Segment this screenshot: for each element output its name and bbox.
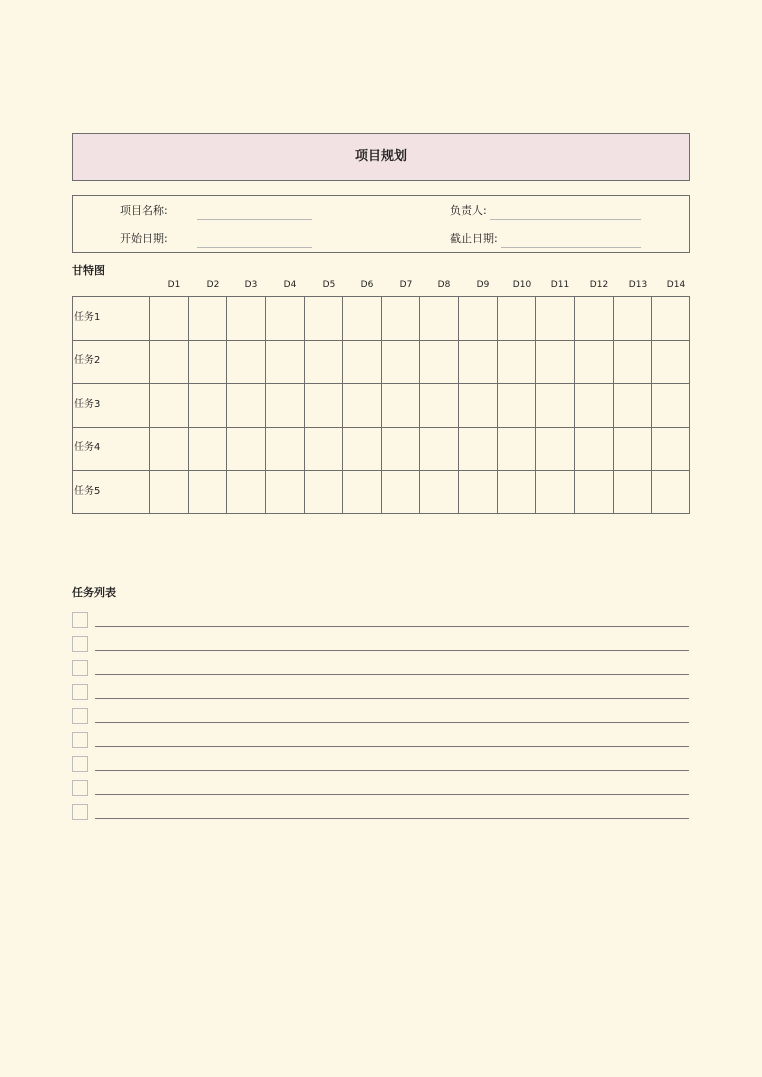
day-label: D13: [628, 280, 648, 290]
task-entry-line[interactable]: [95, 674, 689, 675]
gantt-grid[interactable]: [72, 296, 690, 514]
start-date-field[interactable]: [197, 247, 312, 248]
day-label: D4: [283, 280, 297, 290]
task-checkbox[interactable]: [72, 660, 88, 676]
owner-label: 负责人:: [450, 204, 487, 217]
day-label: D1: [167, 280, 181, 290]
gantt-task-label: 任务1: [74, 312, 101, 323]
day-label: D14: [666, 280, 686, 290]
gantt-column-divider: [458, 297, 459, 513]
task-entry-line[interactable]: [95, 794, 689, 795]
gantt-task-label: 任务4: [74, 442, 101, 453]
task-checkbox[interactable]: [72, 756, 88, 772]
task-checkbox[interactable]: [72, 636, 88, 652]
day-label: D10: [512, 280, 532, 290]
task-list-item: [72, 780, 689, 796]
task-entry-line[interactable]: [95, 770, 689, 771]
task-list-item: [72, 636, 689, 652]
end-date-field[interactable]: [501, 247, 641, 248]
gantt-task-label: 任务2: [74, 355, 101, 366]
page-title: 项目规划: [354, 149, 407, 164]
day-label: D9: [476, 280, 490, 290]
task-list-item: [72, 612, 689, 628]
gantt-column-divider: [381, 297, 382, 513]
gantt-column-divider: [265, 297, 266, 513]
gantt-row-divider: [73, 427, 689, 428]
task-checkbox[interactable]: [72, 732, 88, 748]
task-checkbox[interactable]: [72, 804, 88, 820]
task-list-item: [72, 684, 689, 700]
task-entry-line[interactable]: [95, 818, 689, 819]
gantt-row-divider: [73, 340, 689, 341]
day-label: D7: [399, 280, 413, 290]
day-label: D6: [360, 280, 374, 290]
gantt-row-divider: [73, 470, 689, 471]
task-entry-line[interactable]: [95, 626, 689, 627]
day-label: D11: [550, 280, 570, 290]
project-name-field[interactable]: [197, 219, 312, 220]
project-name-label: 项目名称:: [120, 204, 168, 217]
gantt-column-divider: [613, 297, 614, 513]
gantt-column-divider: [535, 297, 536, 513]
task-list-item: [72, 732, 689, 748]
day-label: D3: [244, 280, 258, 290]
day-label: D8: [437, 280, 451, 290]
task-entry-line[interactable]: [95, 650, 689, 651]
task-checkbox[interactable]: [72, 684, 88, 700]
gantt-column-divider: [226, 297, 227, 513]
day-label: D2: [206, 280, 220, 290]
project-info-box: [72, 195, 690, 253]
task-list-item: [72, 708, 689, 724]
end-date-label: 截止日期:: [450, 232, 498, 245]
gantt-column-divider: [497, 297, 498, 513]
task-checkbox[interactable]: [72, 780, 88, 796]
gantt-column-divider: [304, 297, 305, 513]
day-label: D12: [589, 280, 609, 290]
task-list-item: [72, 660, 689, 676]
gantt-title: 甘特图: [72, 264, 105, 277]
task-entry-line[interactable]: [95, 722, 689, 723]
gantt-column-divider: [188, 297, 189, 513]
gantt-task-label: 任务3: [74, 399, 101, 410]
task-list-title: 任务列表: [72, 586, 116, 599]
page-title-banner: [72, 133, 690, 181]
day-label: D5: [322, 280, 336, 290]
gantt-row-divider: [73, 383, 689, 384]
gantt-column-divider: [149, 297, 150, 513]
start-date-label: 开始日期:: [120, 232, 168, 245]
task-checkbox[interactable]: [72, 708, 88, 724]
gantt-column-divider: [342, 297, 343, 513]
gantt-column-divider: [651, 297, 652, 513]
task-list-item: [72, 756, 689, 772]
task-checkbox[interactable]: [72, 612, 88, 628]
gantt-column-divider: [419, 297, 420, 513]
task-entry-line[interactable]: [95, 698, 689, 699]
task-list-item: [72, 804, 689, 820]
task-entry-line[interactable]: [95, 746, 689, 747]
gantt-column-divider: [574, 297, 575, 513]
owner-field[interactable]: [490, 219, 641, 220]
gantt-task-label: 任务5: [74, 486, 101, 497]
